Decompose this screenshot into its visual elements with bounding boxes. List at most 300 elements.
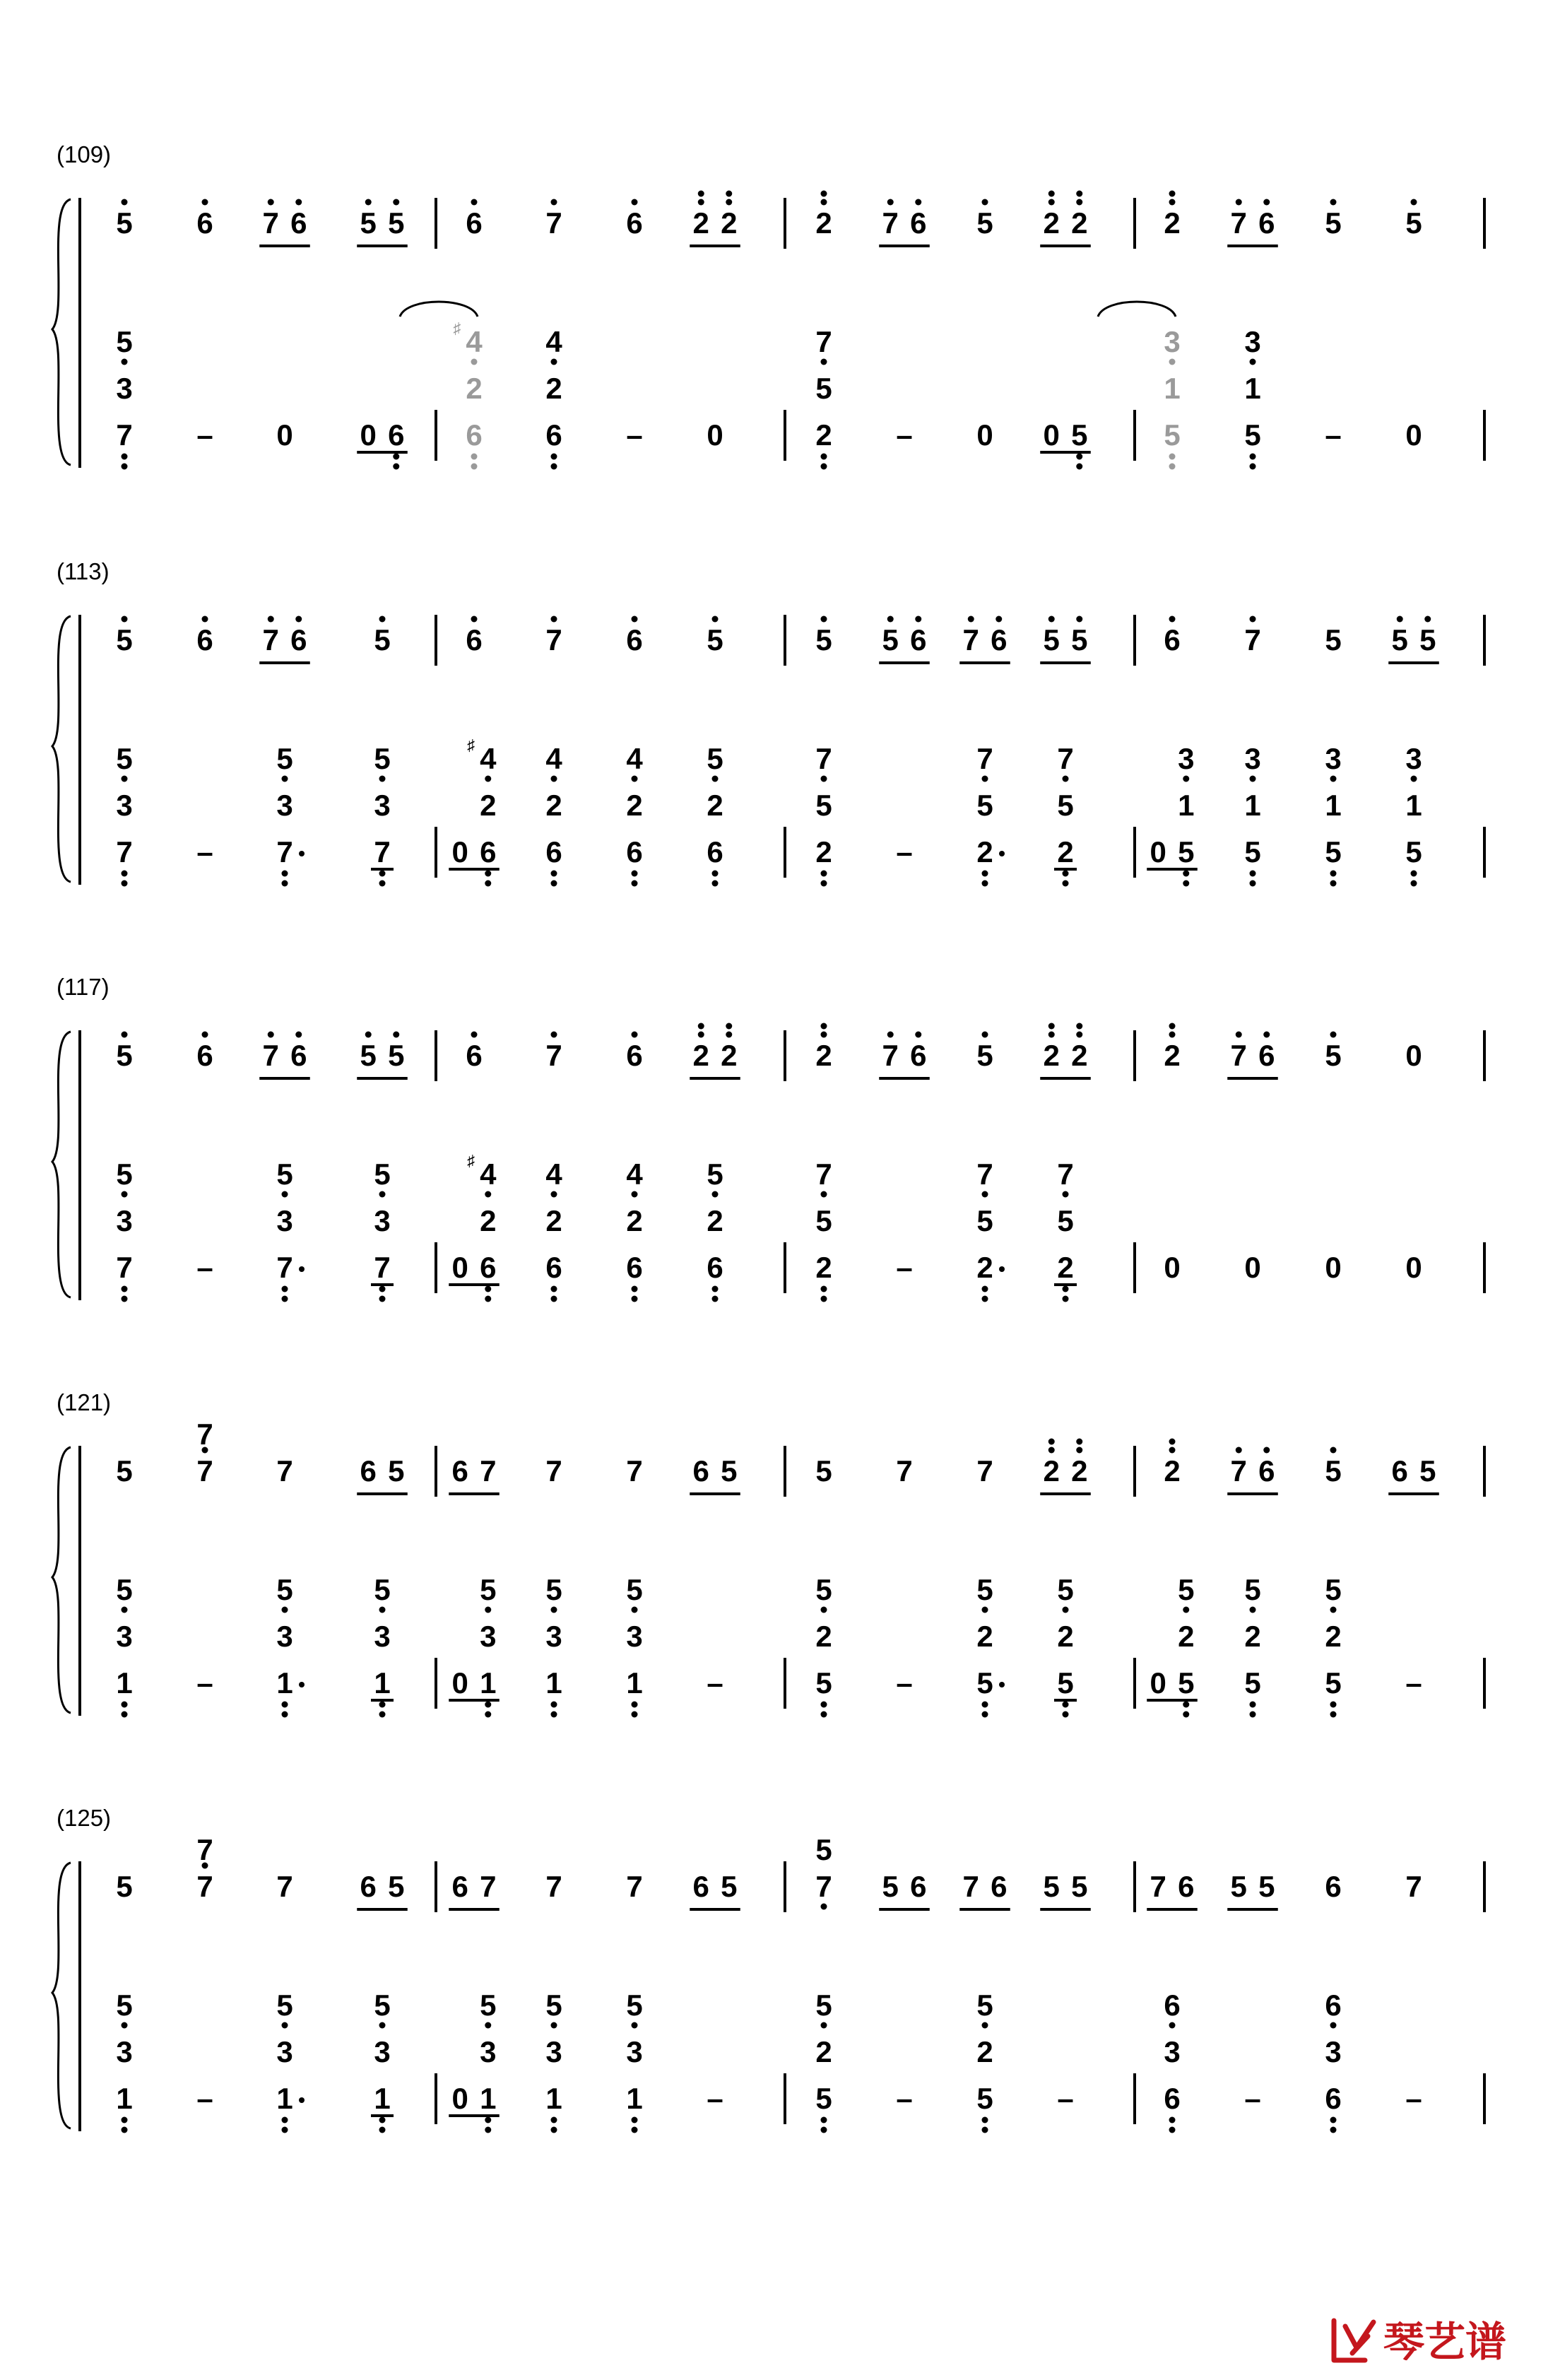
octave-dot	[1048, 1447, 1055, 1454]
dash: –	[1325, 418, 1342, 452]
octave-dot	[1169, 1447, 1176, 1454]
octave-dot	[1169, 2117, 1176, 2123]
note: 5	[707, 1157, 723, 1191]
octave-dot	[379, 1712, 386, 1718]
note: 3	[626, 2035, 643, 2068]
note: 6	[1258, 206, 1275, 240]
octave-dot	[551, 1607, 557, 1613]
note: 6	[466, 206, 483, 240]
note: 5	[1057, 1666, 1074, 1699]
note: 5	[374, 1573, 391, 1606]
duration-dot	[299, 1682, 305, 1687]
note: 3	[626, 1620, 643, 1653]
octave-dot	[632, 1191, 638, 1198]
octave-dot	[551, 1032, 557, 1038]
note: 7	[1057, 1157, 1074, 1191]
octave-dot	[1076, 1023, 1082, 1030]
note: 3	[374, 1620, 391, 1653]
note: 2	[1057, 1251, 1074, 1284]
octave-dot	[551, 1712, 557, 1718]
note: 5	[976, 206, 993, 240]
note: 3	[1244, 325, 1261, 358]
octave-dot	[1250, 454, 1256, 460]
octave-dot	[1076, 1032, 1082, 1038]
note: 3	[276, 789, 293, 822]
octave-dot	[821, 1607, 827, 1613]
octave-dot	[122, 2127, 128, 2133]
octave-dot	[982, 880, 988, 887]
octave-dot	[485, 2117, 491, 2123]
octave-dot	[821, 616, 827, 623]
note: 5	[1071, 418, 1088, 452]
watermark-text: 琴艺谱	[1383, 2318, 1507, 2366]
note: 5	[116, 1454, 133, 1488]
octave-dot	[1411, 776, 1417, 782]
system	[52, 1389, 1484, 1718]
system	[52, 141, 1484, 470]
octave-dot	[1169, 359, 1176, 365]
octave-dot	[379, 1296, 386, 1302]
brace	[52, 616, 71, 882]
note: 5	[276, 1989, 293, 2022]
note: 7	[976, 742, 993, 775]
octave-dot	[122, 1191, 128, 1198]
octave-dot	[982, 1032, 988, 1038]
octave-dot	[1236, 199, 1242, 206]
octave-dot	[1183, 880, 1189, 887]
note: 5	[360, 1039, 377, 1072]
note: 2	[976, 1251, 993, 1284]
octave-dot	[1076, 199, 1082, 206]
note: 5	[374, 1157, 391, 1191]
note: 6	[707, 1251, 723, 1284]
duration-dot	[299, 851, 305, 856]
note: 2	[1164, 1039, 1181, 1072]
note: 4	[545, 1157, 562, 1191]
note: 5	[374, 623, 391, 656]
note: 5	[1244, 418, 1261, 452]
note: 5	[360, 206, 377, 240]
note: 2	[1164, 1454, 1181, 1488]
octave-dot	[471, 1032, 478, 1038]
octave-dot	[1076, 454, 1082, 460]
octave-dot	[1183, 1702, 1189, 1708]
qinyipu-logo-icon	[1334, 2321, 1373, 2360]
note: 3	[116, 372, 133, 405]
rest: 0	[451, 835, 468, 868]
octave-dot	[485, 1607, 491, 1613]
octave-dot	[551, 871, 557, 877]
octave-dot	[982, 1702, 988, 1708]
octave-dot	[1330, 199, 1337, 206]
octave-dot	[821, 776, 827, 782]
octave-dot	[632, 776, 638, 782]
octave-dot	[821, 1702, 827, 1708]
note: 1	[480, 1666, 497, 1699]
octave-dot	[1169, 1439, 1176, 1445]
octave-dot	[268, 616, 274, 623]
note: 6	[545, 1251, 562, 1284]
note: 5	[116, 742, 133, 775]
note: 6	[466, 1039, 483, 1072]
octave-dot	[1183, 1607, 1189, 1613]
note: 5	[976, 1573, 993, 1606]
octave-dot	[1330, 776, 1337, 782]
octave-dot	[122, 359, 128, 365]
note: 7	[196, 1454, 213, 1488]
note: 5	[626, 1989, 643, 2022]
note: 5	[976, 1666, 993, 1699]
octave-dot	[551, 880, 557, 887]
dash: –	[707, 1666, 723, 1699]
octave-dot	[268, 199, 274, 206]
note: 7	[276, 1251, 293, 1284]
rest: 0	[360, 418, 377, 452]
duration-dot	[999, 1682, 1005, 1687]
octave-dot	[821, 199, 827, 206]
note: 5	[1391, 623, 1408, 656]
octave-dot	[1250, 871, 1256, 877]
rest: 0	[451, 2082, 468, 2115]
octave-dot	[982, 776, 988, 782]
system	[52, 1805, 1484, 2133]
octave-dot	[1063, 1286, 1069, 1292]
note: 5	[626, 1573, 643, 1606]
octave-dot	[282, 1702, 288, 1708]
note: 5	[1419, 1454, 1436, 1488]
note: 5	[388, 1870, 405, 1903]
note: 3	[1325, 742, 1342, 775]
octave-dot	[821, 2117, 827, 2123]
note: 3	[545, 1620, 562, 1653]
rest: 0	[451, 1666, 468, 1699]
note: 2	[1071, 1454, 1088, 1488]
dash: –	[896, 1251, 913, 1284]
octave-dot	[551, 359, 557, 365]
rest: 0	[1325, 1251, 1342, 1284]
note: 5	[480, 1573, 497, 1606]
octave-dot	[122, 776, 128, 782]
octave-dot	[295, 1032, 302, 1038]
octave-dot	[1330, 871, 1337, 877]
note: 2	[466, 372, 483, 405]
note: 5	[1325, 1039, 1342, 1072]
octave-dot	[1330, 2127, 1337, 2133]
note: 6	[451, 1870, 468, 1903]
octave-dot	[982, 1286, 988, 1292]
note: 5	[1057, 1573, 1074, 1606]
octave-dot	[485, 776, 491, 782]
note: 3	[1164, 2035, 1181, 2068]
octave-dot	[632, 616, 638, 623]
sharp-sign: ♯	[453, 319, 461, 337]
note: 7	[545, 206, 562, 240]
octave-dot	[1411, 880, 1417, 887]
note: 1	[480, 2082, 497, 2115]
note: 3	[1325, 2035, 1342, 2068]
note: 7	[116, 835, 133, 868]
note: 6	[360, 1454, 377, 1488]
octave-dot	[712, 1296, 719, 1302]
rest: 0	[1244, 1251, 1261, 1284]
note: 0	[1405, 1039, 1422, 1072]
octave-dot	[982, 2127, 988, 2133]
note: 7	[626, 1454, 643, 1488]
octave-dot	[968, 616, 974, 623]
sharp-sign: ♯	[467, 736, 475, 754]
octave-dot	[551, 2117, 557, 2123]
note: 3	[545, 2035, 562, 2068]
octave-dot	[1424, 616, 1431, 623]
octave-dot	[551, 464, 557, 470]
note: 7	[962, 623, 979, 656]
note: 7	[815, 325, 832, 358]
note: 1	[545, 2082, 562, 2115]
note: 3	[374, 2035, 391, 2068]
octave-dot	[712, 776, 719, 782]
note: 2	[1043, 206, 1060, 240]
note: 3	[480, 1620, 497, 1653]
note: 7	[1244, 623, 1261, 656]
octave-dot	[1250, 1712, 1256, 1718]
note: 2	[692, 1039, 709, 1072]
note: 7	[626, 1870, 643, 1903]
note: 3	[276, 2035, 293, 2068]
octave-dot	[282, 1712, 288, 1718]
octave-dot	[1063, 880, 1069, 887]
sharp-sign: ♯	[467, 1152, 475, 1170]
octave-dot	[1263, 1032, 1270, 1038]
note: 3	[116, 789, 133, 822]
octave-dot	[1236, 1032, 1242, 1038]
octave-dot	[915, 199, 921, 206]
note: 7	[116, 1251, 133, 1284]
note: 2	[1164, 206, 1181, 240]
note: 2	[815, 1620, 832, 1653]
note: 6	[1258, 1039, 1275, 1072]
octave-dot	[551, 1286, 557, 1292]
dash: –	[196, 418, 213, 452]
note: 7	[815, 1870, 832, 1903]
rest: 0	[1164, 1251, 1181, 1284]
rest: 0	[1043, 418, 1060, 452]
octave-dot	[1330, 1607, 1337, 1613]
note: 5	[815, 1989, 832, 2022]
note: 5	[1244, 1666, 1261, 1699]
octave-dot	[982, 1607, 988, 1613]
note: 6	[692, 1870, 709, 1903]
note: 1	[545, 1666, 562, 1699]
octave-dot	[379, 2127, 386, 2133]
octave-dot	[393, 454, 399, 460]
note: 7	[1057, 742, 1074, 775]
octave-dot	[982, 1296, 988, 1302]
octave-dot	[821, 359, 827, 365]
octave-dot	[1169, 616, 1176, 623]
note: 5	[276, 1573, 293, 1606]
note: 7	[116, 418, 133, 452]
note: 5	[815, 1666, 832, 1699]
note: 5	[116, 1870, 133, 1903]
note: 5	[1419, 623, 1436, 656]
octave-dot	[821, 2022, 827, 2029]
octave-dot	[485, 1191, 491, 1198]
octave-dot	[1063, 1712, 1069, 1718]
octave-dot	[282, 2127, 288, 2133]
tie	[400, 302, 478, 317]
qinyipu-logo	[1334, 2318, 1506, 2366]
octave-dot	[295, 616, 302, 623]
octave-dot	[122, 199, 128, 206]
note: 2	[545, 789, 562, 822]
octave-dot	[551, 1702, 557, 1708]
octave-dot	[1250, 880, 1256, 887]
note: 2	[815, 2035, 832, 2068]
note: 5	[1244, 835, 1261, 868]
note: 5	[815, 372, 832, 405]
note: 1	[1244, 372, 1261, 405]
octave-dot	[393, 199, 399, 206]
note: 7	[1150, 1870, 1166, 1903]
octave-dot	[1250, 616, 1256, 623]
octave-dot	[1330, 1032, 1337, 1038]
octave-dot	[122, 1702, 128, 1708]
octave-dot	[122, 1032, 128, 1038]
octave-dot	[551, 776, 557, 782]
dash: –	[896, 418, 913, 452]
note: 6	[910, 1870, 927, 1903]
octave-dot	[122, 1286, 128, 1292]
octave-dot	[1169, 454, 1176, 460]
note: 5	[815, 2082, 832, 2115]
note: 6	[388, 418, 405, 452]
octave-dot	[122, 1296, 128, 1302]
note: 6	[196, 1039, 213, 1072]
measure-number: (109)	[57, 141, 112, 167]
note: 5	[1071, 1870, 1088, 1903]
octave-dot	[122, 1712, 128, 1718]
octave-dot	[821, 1712, 827, 1718]
octave-dot	[1076, 1447, 1082, 1454]
note: 5	[1178, 835, 1195, 868]
octave-dot	[295, 199, 302, 206]
note: 7	[1230, 206, 1247, 240]
octave-dot	[1063, 1191, 1069, 1198]
note: 7	[374, 1251, 391, 1284]
note: 2	[976, 835, 993, 868]
note: 6	[480, 835, 497, 868]
note: 2	[1057, 1620, 1074, 1653]
measure-number: (121)	[57, 1389, 112, 1415]
octave-dot	[202, 1032, 208, 1038]
note: 6	[466, 418, 483, 452]
rest: 0	[451, 1251, 468, 1284]
note: 5	[388, 1454, 405, 1488]
note: 5	[374, 1989, 391, 2022]
octave-dot	[982, 2117, 988, 2123]
note: 6	[991, 1870, 1008, 1903]
octave-dot	[122, 2022, 128, 2029]
note: 1	[116, 1666, 133, 1699]
duration-dot	[999, 1266, 1005, 1272]
note: 6	[545, 835, 562, 868]
octave-dot	[1076, 464, 1082, 470]
brace	[52, 1032, 71, 1297]
octave-dot	[821, 191, 827, 197]
note: 7	[976, 1454, 993, 1488]
note: 1	[626, 2082, 643, 2115]
note: 4	[545, 742, 562, 775]
note: 5	[815, 1833, 832, 1866]
octave-dot	[1330, 2117, 1337, 2123]
octave-dot	[712, 880, 719, 887]
octave-dot	[982, 2022, 988, 2029]
octave-dot	[1183, 776, 1189, 782]
dash: –	[196, 1666, 213, 1699]
octave-dot	[1063, 1702, 1069, 1708]
octave-dot	[995, 616, 1002, 623]
octave-dot	[485, 2022, 491, 2029]
note: 2	[976, 2035, 993, 2068]
note: 3	[276, 1204, 293, 1237]
octave-dot	[821, 1904, 827, 1910]
octave-dot	[887, 199, 894, 206]
note: 3	[276, 1620, 293, 1653]
note: 7	[276, 1870, 293, 1903]
note: 7	[196, 1870, 213, 1903]
note: 2	[692, 206, 709, 240]
note: 6	[196, 623, 213, 656]
note: 6	[1164, 623, 1181, 656]
octave-dot	[821, 454, 827, 460]
note: 5	[1325, 1666, 1342, 1699]
note: 2	[1244, 1620, 1261, 1653]
octave-dot	[1183, 1712, 1189, 1718]
note: 5	[721, 1454, 738, 1488]
note: 5	[1230, 1870, 1247, 1903]
note: 7	[374, 835, 391, 868]
dash: –	[196, 1251, 213, 1284]
note: 7	[262, 1039, 279, 1072]
octave-dot	[1250, 359, 1256, 365]
note: 1	[116, 2082, 133, 2115]
note: 5	[480, 1989, 497, 2022]
note: 6	[1325, 1870, 1342, 1903]
octave-dot	[726, 1032, 732, 1038]
octave-dot	[1330, 880, 1337, 887]
octave-dot	[471, 359, 478, 365]
octave-dot	[485, 880, 491, 887]
octave-dot	[1330, 1447, 1337, 1454]
note: 5	[976, 789, 993, 822]
octave-dot	[282, 1607, 288, 1613]
octave-dot	[282, 1286, 288, 1292]
octave-dot	[202, 199, 208, 206]
note: 5	[116, 206, 133, 240]
note: 6	[1178, 1870, 1195, 1903]
octave-dot	[365, 1032, 372, 1038]
octave-dot	[821, 464, 827, 470]
octave-dot	[1063, 1607, 1069, 1613]
note: 2	[626, 1204, 643, 1237]
note: 6	[1258, 1454, 1275, 1488]
octave-dot	[485, 2127, 491, 2133]
note: 3	[116, 1620, 133, 1653]
note: 5	[976, 2082, 993, 2115]
note: 7	[545, 623, 562, 656]
octave-dot	[1048, 1023, 1055, 1030]
note: 1	[1244, 789, 1261, 822]
